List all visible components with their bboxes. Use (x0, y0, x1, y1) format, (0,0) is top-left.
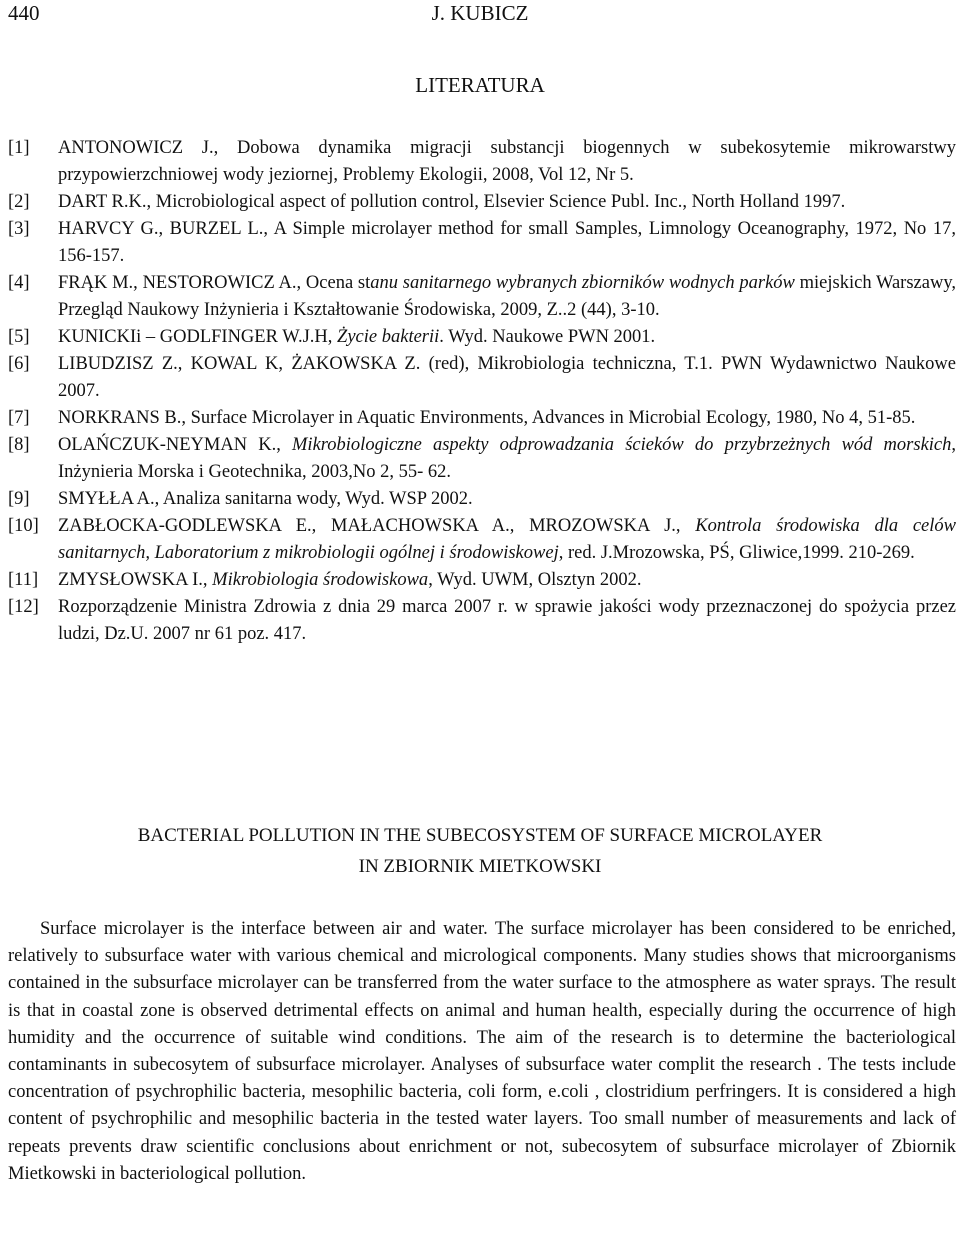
reference-text (58, 435, 956, 482)
reference-entry (8, 135, 956, 189)
reference-text (58, 516, 956, 563)
reference-italic-title: Mikrobiologiczne aspekty odprowadzania ścieków do przybrzeżnych wód morskich (292, 435, 952, 455)
english-title-line-1: BACTERIAL POLLUTION IN THE SUBECOSYSTEM OF SURFACE MICROLAYER (137, 825, 823, 846)
reference-number: [10] (8, 516, 39, 536)
reference-text-segment: . Wyd. Naukowe PWN 2001. (439, 327, 656, 347)
reference-entry (8, 567, 956, 594)
reference-text-segment: , Wyd. UWM, Olsztyn 2002. (428, 570, 642, 590)
reference-number: [2] (8, 192, 30, 212)
reference-text (58, 138, 956, 185)
reference-entry (8, 432, 956, 486)
reference-text-segment: NORKRANS B., Surface Microlayer in Aquatic Environments, Advances in Microbial Ecology, 1980, No 4, 51-85. (58, 408, 916, 428)
reference-entry (8, 486, 956, 513)
reference-text (58, 489, 473, 509)
reference-text (58, 354, 956, 401)
reference-text-segment: KUNICKIi – GODLFINGER W.J.H, (58, 327, 338, 347)
reference-text-segment: HARVCY G., BURZEL L., A Simple microlayer method for small Samples, Limnology Oceanography, 1972, No 17, 156-157. (58, 219, 956, 266)
reference-entry (8, 513, 956, 567)
reference-list (8, 135, 956, 648)
reference-number: [12] (8, 597, 39, 617)
reference-number: [5] (8, 327, 30, 347)
reference-entry (8, 351, 956, 405)
reference-text-segment: OLAŃCZUK-NEYMAN K., (58, 435, 293, 455)
english-title (40, 820, 920, 882)
reference-text (58, 408, 915, 428)
reference-number: [4] (8, 273, 30, 293)
reference-number: [9] (8, 489, 30, 509)
reference-text (58, 597, 956, 644)
reference-number: [7] (8, 408, 30, 428)
reference-text-segment: LIBUDZISZ Z., KOWAL K, ŻAKOWSKA Z. (red), Mikrobiologia techniczna, T.1. PWN Wydawnictwo Naukowe 2007. (58, 354, 956, 401)
page-number: 440 (8, 1, 40, 25)
reference-text (58, 273, 956, 320)
reference-entry (8, 216, 956, 270)
reference-italic-title: Mikrobiologia środowiskowa (212, 570, 429, 590)
reference-text-segment: FRĄK M., NESTOROWICZ A., Ocena st (58, 273, 371, 293)
reference-number: [8] (8, 435, 30, 455)
reference-text-segment: , Inżynieria Morska i Geotechnika, 2003,No 2, 55- 62. (58, 435, 957, 482)
running-header (8, 0, 952, 26)
running-title: J. KUBICZ (431, 1, 529, 25)
reference-entry (8, 270, 956, 324)
reference-text-segment: SMYŁŁA A., Analiza sanitarna wody, Wyd. WSP 2002. (58, 489, 473, 509)
reference-entry (8, 189, 956, 216)
reference-text (58, 327, 655, 347)
reference-text-segment: , red. J.Mrozowska, PŚ, Gliwice,1999. 210-269. (558, 543, 915, 563)
reference-number: [11] (8, 570, 39, 590)
abstract-paragraph: Surface microlayer is the interface between air and water. The surface microlayer has been considered to be enriched, relatively to subsurface water with various chemical and micrological components. Many studies shows that microorganisms contained in the subsurface microlayer can be transferred from the water surface to the atmosphere as water sprays. The result is that in coastal zone is observed detrimental effects on animal and human health, especially during the occurrence of high humidity and the occurrence of suitable wind conditions. The aim of the research is to determine the bacteriological contaminants in subecosytem of subsurface microlayer. Analyses of subsurface water complit the research . The tests include concentration of psychrophilic bacteria, mesophilic bacteria, coli form, e.coli , clostridium perfringers. It is considered a high content of psychrophilic and mesophilic bacteria in the tested water layers. Too small number of measurements and lack of repeats prevents draw scientific conclusions about enrichment or not, subecosytem of subsurface microlayer of Zbiornik Mietkowski in bacteriological pollution. (8, 919, 956, 1184)
reference-number: [6] (8, 354, 30, 374)
reference-number: [3] (8, 219, 30, 239)
reference-text (58, 192, 845, 212)
reference-text-segment: ZABŁOCKA-GODLEWSKA E., MAŁACHOWSKA A., MROZOWSKA J., (58, 516, 696, 536)
reference-entry (8, 594, 956, 648)
reference-text-segment: ANTONOWICZ J., Dobowa dynamika migracji substancji biogennych w subekosytemie mikrowarstwy przypowierzchniowej wody jeziornej, Problemy Ekologii, 2008, Vol 12, Nr 5. (58, 138, 956, 185)
reference-text (58, 570, 642, 590)
reference-text-segment: DART R.K., Microbiological aspect of pollution control, Elsevier Science Publ. Inc., North Holland 1997. (58, 192, 846, 212)
reference-text-segment: Rozporządzenie Ministra Zdrowia z dnia 29 marca 2007 r. w sprawie jakości wody przeznaczonej do spożycia przez ludzi, Dz.U. 2007 nr 61 poz. 417. (58, 597, 956, 644)
english-title-line-2: IN ZBIORNIK MIETKOWSKI (358, 856, 602, 877)
reference-text-segment: miejskich Warszawy, Przegląd Naukowy Inżynieria i Kształtowanie Środowiska, 2009, Z..2 (44), 3-10. (58, 273, 956, 320)
reference-italic-title: anu sanitarnego wybranych zbiorników wodnych parków (370, 273, 795, 293)
reference-italic-title: Kontrola środowiska dla celów sanitarnych, Laboratorium z mikrobiologii ogólnej i środowiskowej (58, 516, 956, 563)
reference-entry (8, 324, 956, 351)
reference-text (58, 219, 956, 266)
section-heading-literatura: LITERATURA (415, 73, 545, 97)
reference-entry (8, 405, 956, 432)
reference-number: [1] (8, 138, 30, 158)
reference-text-segment: ZMYSŁOWSKA I., (58, 570, 213, 590)
reference-italic-title: Życie bakterii (337, 327, 440, 347)
